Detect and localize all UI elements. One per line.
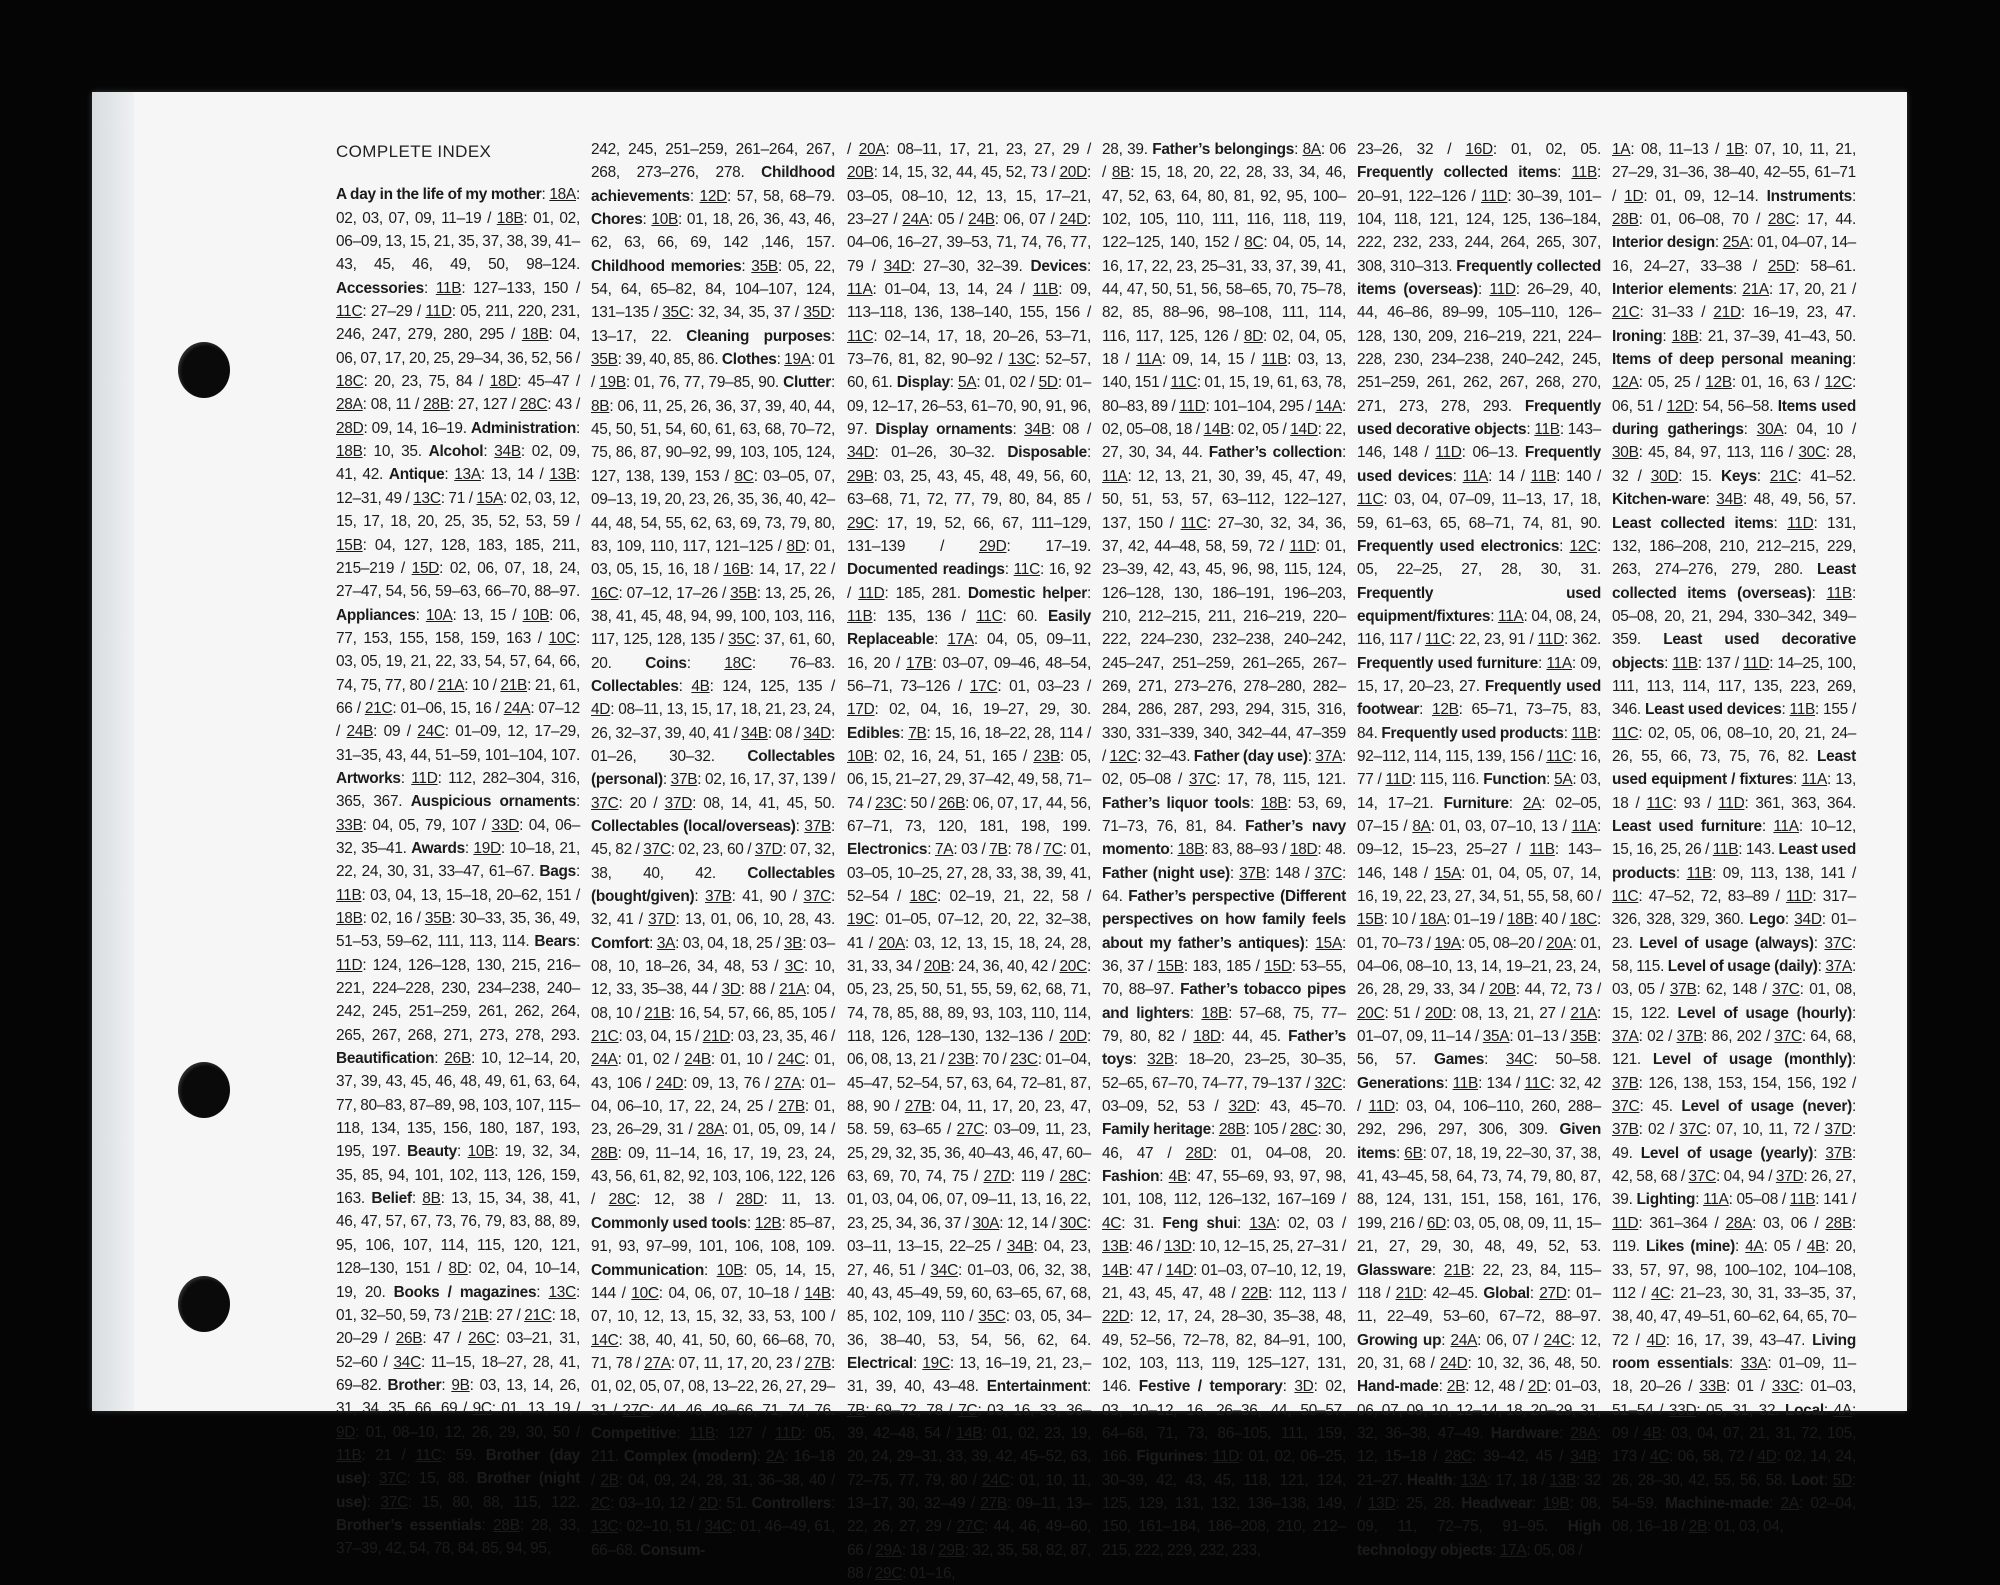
index-column-4	[1102, 138, 1347, 1559]
index-title: COMPLETE INDEX	[336, 142, 492, 161]
punch-hole	[178, 1062, 230, 1118]
index-text-2: 242, 245, 251–259, 261–264, 267, 268, 273–276, 278. Childhood achievements: 12D: 57, 58, 68–79. Chores: 10B: 01, 18, 26, 36, 43, 46, 62, 63, 66, 69, 142 ,146, 157. Childhood memories: 35B: 05, 22, 54, 64, 65–82, 84, 104–107, 124, 131–135 / 35C: 32, 34, 35, 37 / 35D: 13–17, 22. Cleaning purposes: 35B: 39, 40, 85, 86. Clothes: 19A: 01 / 19B: 01, 76, 77, 79–85, 90. Clutter: 8B: 06, 11, 25, 26, 36, 37, 39, 40, 44, 45, 50, 51, 54, 60, 61, 63, 68, 70–72, 75, 86, 87, 90–92, 99, 103, 105, 124, 127, 138, 139, 153 / 8C: 03–05, 07, 09–13, 19, 20, 23, 26, 35, 36, 40, 42–44, 48, 54, 55, 62, 63, 69, 73, 79, 80, 83, 109, 110, 117, 121–125 / 8D: 01, 03, 05, 15, 16, 18 / 16B: 14, 17, 22 / 16C: 07–12, 17–26 / 35B: 13, 25, 26, 38, 41, 45, 48, 94, 99, 100, 103, 116, 117, 125, 128, 135 / 35C: 37, 61, 60, 20. Coins: 18C: 76–83. Collectables: 4B: 124, 125, 135 / 4D: 08–11, 13, 15, 17, 18, 21, 23, 24, 26, 32–37, 39, 40, 41 / 34B: 08 / 34D: 01–26, 30–32. Collectables (personal): 37B: 02, 16, 17, 37, 139 / 37C: 20 / 37D: 08, 14, 41, 45, 50. Collectables (local/overseas): 37B: 45, 82 / 37C: 02, 23, 60 / 37D: 07, 32, 38, 40, 42. Collectables (bought/given): 37B: 41, 90 / 37C: 32, 41 / 37D: 13, 01, 06, 10, 28, 43. Comfort: 3A: 03, 04, 18, 25 / 3B: 03–08, 10, 18–26, 34, 48, 53 / 3C: 10, 12, 33, 35–38, 44 / 3D: 88 / 21A: 04, 08, 10 / 21B: 16, 54, 57, 66, 85, 105 / 21C: 03, 04, 15 / 21D: 03, 23, 35, 46 / 24A: 01, 02 / 24B: 01, 10 / 24C: 01, 43, 106 / 24D: 09, 13, 76 / 27A: 01–04, 06–10, 17, 22, 24, 25 / 27B: 01, 23, 26–29, 31 / 28A: 01, 05, 09, 14 / 28B: 09, 11–14, 16, 17, 19, 23, 24, 43, 56, 61, 82, 92, 103, 106, 122, 126 / 28C: 12, 38 / 28D: 11, 13. Commonly used tools: 12B: 85–87, 91, 93, 97–99, 101, 106, 108, 109. Communication: 10B: 05, 14, 15, 144 / 10C: 04, 06, 07, 10–18 / 14B: 07, 10, 12, 13, 15, 32, 33, 53, 100 / 14C: 38, 40, 41, 50, 60, 66–68, 70, 71, 78 / 27A: 07, 11, 17, 20, 23 / 27B: 01, 02, 05, 07, 08, 13–22, 26, 27, 29–31 / 27C: 44, 46, 49–66, 71, 74, 76. Competitive: 11B: 127 / 11D: 05, 211. Complex (modern): 2A: 16–18 / 2B: 04, 09, 24, 28, 31, 36–38, 40 / 2C: 03–10, 12 / 2D: 51. Controllers: 13C: 02–10, 51 / 34C: 01, 46–49, 61, 66–68. Consum-	[591, 141, 836, 1559]
index-column-1	[336, 138, 581, 1558]
index-text-6: 1A: 08, 11–13 / 1B: 07, 10, 11, 21, 27–29, 31–36, 38–40, 42–55, 61–71 / 1D: 01, 09, 12–14. Instruments: 28B: 01, 06–08, 70 / 28C: 17, 44. Interior design: 25A: 01, 04–07, 14–16, 24–27, 33–38 / 25D: 58–61. Interior elements: 21A: 17, 20, 21 / 21C: 31–33 / 21D: 16–19, 23, 47. Ironing: 18B: 21, 37–39, 41–43, 50. Items of deep personal meaning: 12A: 05, 25 / 12B: 01, 16, 63 / 12C: 06, 51 / 12D: 54, 56–58. Items used during gatherings: 30A: 04, 10 / 30B: 45, 84, 97, 113, 116 / 30C: 28, 32 / 30D: 15. Keys: 21C: 41–52. Kitchen-ware: 34B: 48, 49, 56, 57. Least collected items: 11D: 131, 132, 186–208, 210, 212–215, 229, 263, 274–276, 279, 280. Least collected items (overseas): 11B: 05–08, 20, 21, 294, 330–342, 349–359. Least used decorative objects: 11B: 137 / 11D: 14–25, 100, 111, 113, 114, 117, 135, 223, 269, 346. Least used devices: 11B: 155 / 11C: 02, 05, 06, 08–10, 20, 21, 24–26, 55, 66, 73, 75, 76, 82. Least used equipment / fixtures: 11A: 13, 18 / 11C: 93 / 11D: 361, 363, 364. Least used furniture: 11A: 10–12, 15, 16, 25, 26 / 11B: 143. Least used products: 11B: 09, 113, 138, 141 / 11C: 47–52, 72, 83–89 / 11D: 317–326, 328, 329, 360. Lego: 34D: 01–23. Level of usage (always): 37C: 58, 115. Level of usage (daily): 37A: 03, 05 / 37B: 62, 148 / 37C: 01, 08, 15, 122. Level of usage (hourly): 37A: 02 / 37B: 86, 202 / 37C: 64, 68, 121. Level of usage (monthly): 37B: 126, 138, 153, 154, 156, 192 / 37C: 45. Level of usage (never): 37B: 02 / 37C: 07, 10, 11, 72 / 37D: 49. Level of usage (yearly): 37B: 42, 58, 68 / 37C: 04, 94 / 37D: 26, 27, 39. Lighting: 11A: 05–08 / 11B: 141 / 11D: 361–364 / 28A: 03, 06 / 28B: 119. Likes (mine): 4A: 05 / 4B: 20, 33, 57, 97, 98, 100–102, 104–108, 112 / 4C: 21–23, 30, 31, 33–35, 37, 38, 40, 47, 49–51, 60–62, 64, 65, 70–72 / 4D: 16, 17, 39, 43–47. Living room essentials: 33A: 01–09, 11–18, 20–26 / 33B: 01 / 33C: 01–03, 51–54 / 33D: 05, 31, 32. Local: 4A: 09 / 4B: 03, 04, 07, 21, 31, 72, 105, 173 / 4C: 06, 58, 72 / 4D: 02, 14, 24, 26, 28–30, 42, 55, 56, 58. Loot: 5D: 54–59. Machine-made: 2A: 02–04, 08, 16–18 / 2B: 01, 03, 04,	[1612, 141, 1857, 1536]
index-column-6	[1612, 138, 1857, 1536]
index-text-5: 23–26, 32 / 16D: 01, 02, 05. Frequently collected items: 11B: 20–91, 122–126 / 11D: 30–39, 101–104, 118, 121, 124, 125, 136–184, 222, 232, 233, 244, 264, 265, 307, 308, 310–313. Frequently collected items (overseas): 11D: 26–29, 40, 44, 46–86, 89–99, 105–110, 126–128, 130, 209, 216–219, 221, 224–228, 230, 234–238, 240–242, 245, 251–259, 261, 262, 267, 268, 270, 271, 273, 278, 293. Frequently used decorative objects: 11B: 143–146, 148 / 11D: 06–13. Frequently used devices: 11A: 14 / 11B: 140 / 11C: 03, 04, 07–09, 11–13, 17, 18, 59, 61–63, 65, 68–71, 74, 81, 90. Frequently used electronics: 12C: 05, 22–25, 27, 28, 30, 31. Frequently used equipment/fixtures: 11A: 04, 08, 24, 116, 117 / 11C: 22, 23, 91 / 11D: 362. Frequently used furniture: 11A: 09, 15, 17, 20–23, 27. Frequently used footwear: 12B: 65–71, 73–75, 83, 84. Frequently used products: 11B: 92–112, 114, 115, 139, 156 / 11C: 16, 77 / 11D: 115, 116. Function: 5A: 03, 14, 17–21. Furniture: 2A: 02–05, 07–15 / 8A: 01, 03, 07–10, 13 / 11A: 09–12, 15–23, 25–27 / 11B: 143–146, 148 / 15A: 01, 04, 05, 07, 14, 16, 19, 22, 23, 27, 34, 51, 55, 58, 60 / 15B: 10 / 18A: 01–19 / 18B: 40 / 18C: 01, 70–73 / 19A: 05, 08–20 / 20A: 01, 04–06, 08–10, 13, 14, 19–21, 23, 24, 26, 28, 29, 33, 34 / 20B: 44, 72, 73 / 20C: 51 / 20D: 08, 13, 21, 27 / 21A: 01–07, 09, 11–14 / 35A: 01–13 / 35B: 56, 57. Games: 34C: 50–58. Generations: 11B: 134 / 11C: 32, 42 / 11D: 03, 04, 106–110, 260, 288–292, 296, 297, 306, 309. Given items: 6B: 07, 18, 19, 22–30, 37, 38, 41, 43–45, 58, 64, 73, 74, 79, 80, 87, 88, 124, 131, 151, 158, 161, 176, 199, 216 / 6D: 03, 05, 08, 09, 11, 15–21, 27, 29, 30, 48, 49, 52, 53. Glassware: 21B: 22, 23, 84, 115–118 / 21D: 42–45. Global: 27D: 01–11, 22–49, 53–60, 67–72, 88–97. Growing up: 24A: 06, 07 / 24C: 12, 20, 31, 68 / 24D: 10, 32, 36, 48, 50. Hand-made: 2B: 12, 48 / 2D: 01–03, 06, 07, 09, 10, 12–14, 18, 20–29, 31, 32, 36–38, 47–49. Hardware: 28A: 12, 15–18 / 28C: 39–42, 45 / 34B: 21–27. Health: 13A: 17, 18 / 13B: 32 / 13D: 25, 28. Headwear: 19B: 08, 09, 11, 72–75, 91–95. High technology objects: 17A: 05, 08 /	[1357, 141, 1602, 1559]
punch-hole	[178, 342, 230, 398]
index-text-3: / 20A: 08–11, 17, 21, 23, 27, 29 / 20B: 14, 15, 32, 44, 45, 52, 73 / 20D: 03–05, 08–10, 12, 13, 15, 17–21, 23–27 / 24A: 05 / 24B: 06, 07 / 24D: 04–06, 16–27, 39–53, 71, 74, 76, 77, 79 / 34D: 27–30, 32–39. Devices: 11A: 01–04, 13, 14, 24 / 11B: 09, 113–118, 136, 138–140, 155, 156 / 11C: 02–14, 17, 18, 20–26, 53–71, 73–76, 81, 82, 90–92 / 13C: 52–57, 60, 61. Display: 5A: 01, 02 / 5D: 01–09, 12–17, 26–53, 61–70, 90, 91, 96, 97. Display ornaments: 34B: 08 / 34D: 01–26, 30–32. Disposable: 29B: 03, 25, 43, 45, 48, 49, 56, 60, 63–68, 71, 72, 77, 79, 80, 84, 85 / 29C: 17, 19, 52, 66, 67, 111–129, 131–139 / 29D: 17–19. Documented readings: 11C: 16, 92 / 11D: 185, 281. Domestic helper: 11B: 135, 136 / 11C: 60. Easily Replaceable: 17A: 04, 05, 09–11, 16, 20 / 17B: 03–07, 09–46, 48–54, 56–71, 73–126 / 17C: 01, 03–23 / 17D: 02, 04, 16, 19–27, 29, 30. Edibles: 7B: 15, 16, 18–22, 28, 114 / 10B: 02, 16, 24, 51, 165 / 23B: 05, 06, 15, 21–27, 29, 37–42, 49, 58, 71–74 / 23C: 50 / 26B: 06, 07, 17, 44, 56, 67–71, 73, 120, 181, 198, 199. Electronics: 7A: 03 / 7B: 78 / 7C: 01, 03–05, 10–25, 27, 28, 33, 38, 39, 41, 52–54 / 18C: 02–19, 21, 22, 58 / 19C: 01–05, 07–12, 20, 22, 32–38, 41 / 20A: 03, 12, 13, 15, 18, 24, 28, 31, 33, 34 / 20B: 24, 36, 40, 42 / 20C: 05, 23, 25, 50, 51, 55, 59, 62, 68, 71, 74, 78, 85, 88, 89, 93, 103, 110, 114, 118, 126, 128–130, 132–136 / 20D: 06, 08, 13, 21 / 23B: 70 / 23C: 01–04, 45–47, 52–54, 57, 63, 64, 72–81, 87, 88, 90 / 27B: 04, 11, 17, 20, 23, 47, 58. 59, 63–65 / 27C: 03–09, 11, 23, 25, 29, 32, 35, 36, 40–43, 46, 47, 60–63, 69, 70, 74, 75 / 27D: 119 / 28C: 01, 03, 04, 06, 07, 09–11, 13, 16, 22, 23, 25, 34, 36, 37 / 30A: 12, 14 / 30C: 03–11, 13–15, 22–25 / 34B: 04, 23, 27, 46, 51 / 34C: 01–03, 06, 32, 38, 40, 43, 45–49, 59, 60, 63–65, 67, 68, 85, 102, 109, 110 / 35C: 03, 05, 34–36, 38–40, 53, 54, 56, 62, 64. Electrical: 19C: 13, 16–19, 21, 23,–31, 39, 40, 43–48. Entertainment: 7B: 69–72, 78 / 7C: 03, 16, 33, 36–39, 42–48, 54 / 14B: 01, 02, 23, 19, 20, 24, 29–31, 33, 39, 42, 45–52, 63, 72–75, 77, 79, 80 / 24C: 01, 10, 11, 13–17, 30, 32–49 / 27B: 09–11, 13–22, 26, 27, 29 / 27C: 44, 46, 49–60, 66 / 29A: 18 / 29B: 32, 35, 58, 82, 87, 88 / 29C: 01–16,	[847, 141, 1092, 1582]
index-text-4: 28, 39. Father’s belongings: 8A: 06 / 8B: 15, 18, 20, 22, 28, 33, 34, 46, 47, 52, 63, 64, 80, 81, 92, 95, 100–102, 105, 110, 111, 116, 118, 119, 122–125, 140, 152 / 8C: 04, 05, 14, 16, 17, 22, 23, 25–31, 33, 37, 39, 41, 44, 47, 50, 51, 56, 58–65, 70, 75–78, 82, 85, 88–96, 98–108, 111, 114, 116, 117, 125, 126 / 8D: 02, 04, 05, 18 / 11A: 09, 14, 15 / 11B: 03, 13, 140, 151 / 11C: 01, 15, 19, 61, 63, 78, 80–83, 89 / 11D: 101–104, 295 / 14A: 02, 05–08, 18 / 14B: 02, 05 / 14D: 22, 27, 30, 34, 44. Father’s collection: 11A: 12, 13, 21, 30, 39, 45, 47, 49, 50, 51, 53, 57, 63–112, 122–127, 137, 150 / 11C: 27–30, 32, 34, 36, 37, 42, 44–48, 58, 59, 72 / 11D: 01, 23–39, 42, 43, 45, 96, 98, 115, 124, 126–128, 130, 186–191, 196–203, 210, 212–215, 211, 216–219, 220–222, 224–230, 232–238, 240–242, 245–247, 251–259, 261–265, 267–269, 271, 273–276, 278–280, 282–284, 286, 287, 293, 294, 315, 316, 330, 331–339, 340, 342–44, 47–359 / 12C: 32–43. Father (day use): 37A: 02, 05–08 / 37C: 17, 78, 115, 121. Father’s liquor tools: 18B: 53, 69, 71–73, 76, 81, 84. Father’s navy momento: 18B: 83, 88–93 / 18D: 48. Father (night use): 37B: 148 / 37C: 64. Father’s perspective (Different perspectives on how family feels about my father’s antiques): 15A: 36, 37 / 15B: 183, 185 / 15D: 53–55, 70, 88–97. Father’s tobacco pipes and lighters: 18B: 57–68, 75, 77–79, 80, 82 / 18D: 44, 45. Father’s toys: 32B: 18–20, 23–25, 30–35, 52–65, 67–70, 74–77, 79–137 / 32C: 03–09, 52, 53 / 32D: 43, 45–70. Family heritage: 28B: 105 / 28C: 30, 46, 47 / 28D: 01, 04–08, 20. Fashion: 4B: 47, 55–69, 93, 97, 98, 101, 108, 112, 126–132, 167–169 / 4C: 31. Feng shui: 13A: 02, 03 / 13B: 46 / 13D: 10, 12–15, 25, 27–31 / 14B: 47 / 14D: 01–03, 07–10, 12, 19, 21, 43, 45, 47, 48 / 22B: 112, 113 / 22D: 12, 17, 24, 28–30, 35–38, 48, 49, 52–56, 72–78, 82, 84–91, 100, 102, 103, 113, 119, 125–127, 131, 146. Festive / temporary: 3D: 02, 03, 10–12, 16, 26–36, 44, 50–57, 64–68, 71, 73, 86–105, 111, 159, 166. Figurines: 11D: 01, 02, 06–25, 30–39, 42, 43, 45, 118, 121, 124, 125, 129, 131, 132, 136–138, 149, 150, 161–184, 186–208, 210, 212–215, 222, 229, 232, 233,	[1102, 141, 1347, 1559]
punch-hole	[178, 1276, 230, 1332]
index-text-1: A day in the life of my mother: 18A: 02, 03, 07, 09, 11–19 / 18B: 01, 02, 06–09, 13, 15, 21, 35, 37, 38, 39, 41–43, 45, 46, 49, 50, 98–124. Accessories: 11B: 127–133, 150 / 11C: 27–29 / 11D: 05, 211, 220, 231, 246, 247, 279, 280, 295 / 18B: 04, 06, 07, 17, 20, 25, 29–34, 36, 52, 56 / 18C: 20, 23, 75, 84 / 18D: 45–47 / 28A: 08, 11 / 28B: 27, 127 / 28C: 43 / 28D: 09, 14, 16–19. Administration: 18B: 10, 35. Alcohol: 34B: 02, 09, 41, 42. Antique: 13A: 13, 14 / 13B: 12–31, 49 / 13C: 71 / 15A: 02, 03, 12, 15, 17, 18, 20, 25, 35, 52, 53, 59 / 15B: 04, 127, 128, 183, 185, 211, 215–219 / 15D: 02, 06, 07, 18, 24, 27–47, 54, 56, 59–63, 66–70, 88–97. Appliances: 10A: 13, 15 / 10B: 06, 77, 153, 155, 158, 159, 163 / 10C: 03, 05, 19, 21, 22, 33, 54, 57, 64, 66, 74, 75, 77, 80 / 21A: 10 / 21B: 21, 61, 66 / 21C: 01–06, 15, 16 / 24A: 07–12 / 24B: 09 / 24C: 01–09, 12, 17–29, 31–35, 43, 44, 51–59, 101–104, 107. Artworks: 11D: 112, 282–304, 316, 365, 367. Auspicious ornaments: 33B: 04, 05, 79, 107 / 33D: 04, 06–32, 35–41. Awards: 19D: 10–18, 21, 22, 24, 30, 31, 33–47, 61–67. Bags: 11B: 03, 04, 13, 15–18, 20–62, 151 / 18B: 02, 16 / 35B: 30–33, 35, 36, 49, 51–53, 59–62, 111, 113, 114. Bears: 11D: 124, 126–128, 130, 215, 216–221, 224–228, 230, 234–238, 240–242, 245, 251–259, 261, 262, 264, 265, 267, 268, 271, 273, 278, 293. Beautification: 26B: 10, 12–14, 20, 37, 39, 43, 45, 46, 48, 49, 61, 63, 64, 77, 80–83, 87–89, 98, 103, 107, 115–118, 134, 135, 156, 180, 187, 193, 195, 197. Beauty: 10B: 19, 32, 34, 35, 85, 94, 101, 102, 113, 126, 159, 163. Belief: 8B: 13, 15, 34, 38, 41, 46, 47, 57, 67, 73, 76, 79, 83, 88, 89, 95, 106, 107, 114, 115, 120, 121, 128–130, 151 / 8D: 02, 04, 10–14, 19, 20. Books / magazines: 13C: 01, 32–50, 59, 73 / 21B: 27 / 21C: 18, 20–29 / 26B: 47 / 26C: 03–21, 31, 52–60 / 34C: 11–15, 18–27, 28, 41, 69–82. Brother: 9B: 03, 13, 14, 26, 31, 34, 35, 66, 69 / 9C: 01, 13, 19 / 9D: 01, 08–10, 12, 26, 29, 30, 50 / 11B: 21 / 11C: 59. Brother (day use): 37C: 15, 88. Brother (night use): 37C: 15, 80, 88, 115, 122. Brother’s essentials: 28B: 28, 33, 37–39, 42, 54, 78, 84, 85, 94, 95,	[336, 186, 581, 1558]
index-column-5	[1357, 138, 1602, 1559]
index-column-3	[847, 138, 1092, 1582]
index-column-2	[591, 138, 836, 1559]
page-edge	[92, 92, 134, 1411]
